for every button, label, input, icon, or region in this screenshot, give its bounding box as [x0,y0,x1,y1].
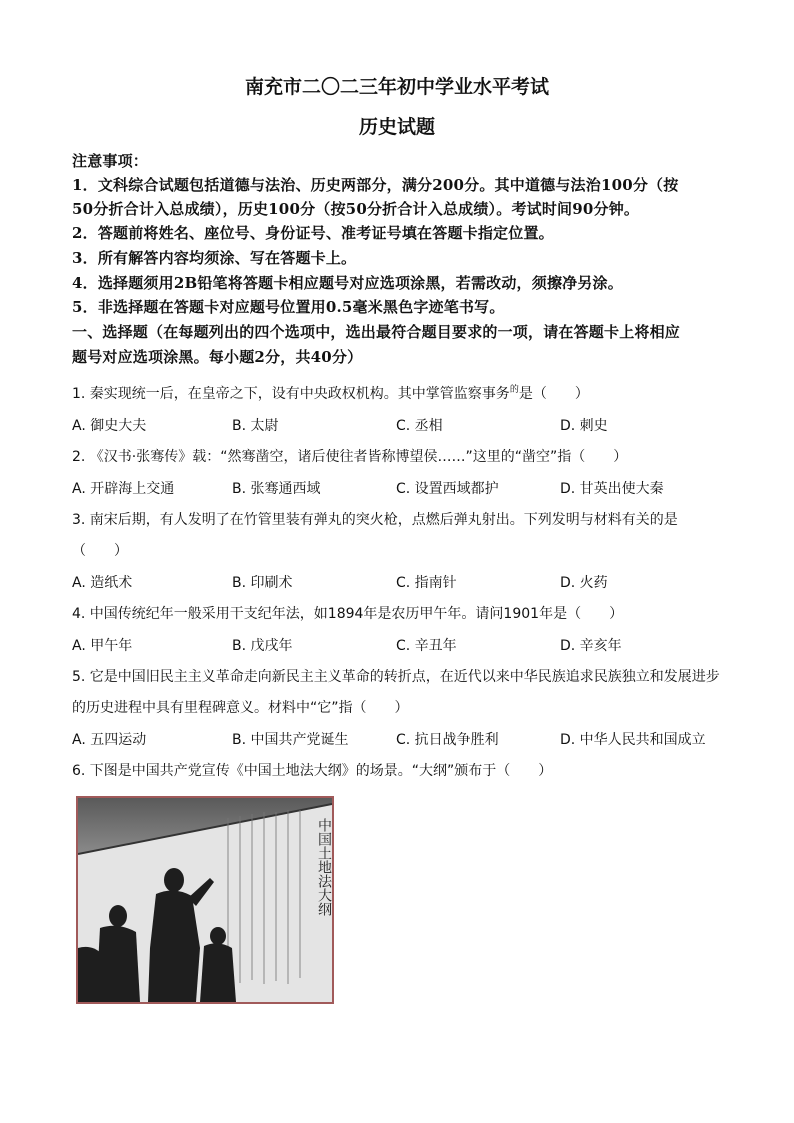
question-3: 3. 南宋后期，有人发明了在竹管里装有弹丸的突火枪，点燃后弹丸射出。下列发明与材料有关的是 [72,512,678,528]
section-heading-cont: 题号对应选项涂黑。每小题2分，共40分） [72,348,363,366]
question-4: 4. 中国传统纪年一般采用干支纪年法，如1894年是农历甲午年。请问1901年是（ ） [72,606,624,622]
note-line: 50分折合计入总成绩），历史100分（按50分折合计入总成绩）。考试时间90分钟。 [72,200,640,218]
option-a: A. 造纸术 [72,575,133,591]
option-c: C. 设置西域都护 [396,481,499,497]
option-b: B. 太尉 [232,418,279,434]
option-a: A. 御史大夫 [72,418,147,434]
option-b: B. 印刷术 [232,575,293,591]
question-2: 2. 《汉书·张骞传》载：“然骞凿空，诸后使往者皆称博望侯……”这里的“凿空”指（ ） [72,449,628,465]
option-d: D. 刺史 [560,418,608,434]
option-b: B. 张骞通西域 [232,481,321,497]
propaganda-photo-icon [76,796,334,1004]
option-a: A. 甲午年 [72,638,133,654]
section-heading: 一、选择题（在每题列出的四个选项中，选出最符合题目要求的一项，请在答题卡上将相应 [72,323,681,341]
exam-title: 南充市二〇二三年初中学业水平考试 [244,76,549,98]
option-c: C. 辛丑年 [396,638,457,654]
note-line: 4．选择题须用2B铅笔将答题卡相应题号对应选项涂黑，若需改动，须擦净另涂。 [72,274,623,292]
note-line: 3．所有解答内容均须涂、写在答题卡上。 [72,249,357,267]
question-text: 1. 秦实现统一后，在皇帝之下，设有中央政权机构。其中掌管监察事务 [72,386,510,402]
option-c: C. 指南针 [396,575,457,591]
superscript-char: 的 [509,385,519,395]
option-b: B. 戊戌年 [232,638,293,654]
question-6: 6. 下图是中国共产党宣传《中国土地法大纲》的场景。“大纲”颁布于（ ） [72,763,553,779]
note-line: 5．非选择题在答题卡对应题号位置用0.5毫米黑色字迹笔书写。 [72,298,505,316]
question-5-cont: 的历史进程中具有里程碑意义。材料中“它”指（ ） [72,700,409,716]
photo-illustration [78,798,332,1002]
option-d: D. 辛亥年 [560,638,622,654]
notes-heading: 注意事项： [72,152,149,170]
option-a: A. 五四运动 [72,732,147,748]
question-tail: 是（ ） [518,386,589,402]
option-d: D. 中华人民共和国成立 [560,732,706,748]
question-5: 5. 它是中国旧民主主义革命走向新民主主义革命的转折点，在近代以来中华民族追求民族独立和发展进步 [72,669,720,685]
option-a: A. 开辟海上交通 [72,481,175,497]
question-1 [72,382,589,403]
option-d: D. 甘英出使大秦 [560,481,664,497]
poster-title: 中国土地法大纲 [316,818,332,916]
option-b: B. 中国共产党诞生 [232,732,349,748]
option-d: D. 火药 [560,575,608,591]
note-line: 2．答题前将姓名、座位号、身份证号、准考证号填在答题卡指定位置。 [72,224,554,242]
option-c: C. 丞相 [396,418,443,434]
question-3-cont: （ ） [72,543,128,559]
exam-subtitle: 历史试题 [358,116,435,138]
option-c: C. 抗日战争胜利 [396,732,499,748]
note-line: 1．文科综合试题包括道德与法治、历史两部分，满分200分。其中道德与法治100分（按 [72,176,679,194]
